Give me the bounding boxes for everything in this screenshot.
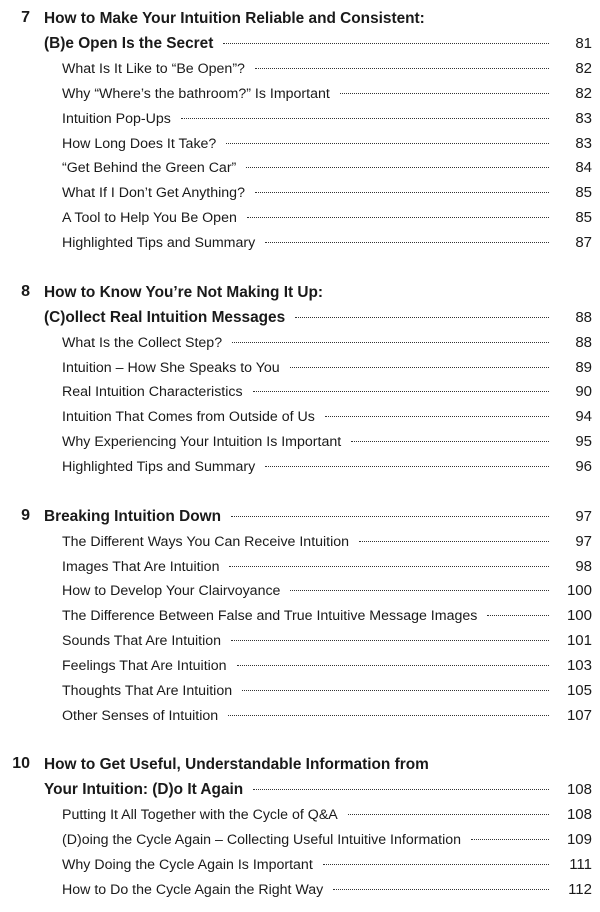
- page-number: 89: [575, 359, 592, 376]
- dot-leader: [295, 316, 549, 318]
- entry-title: Real Intuition Characteristics: [62, 384, 243, 400]
- toc-entry: [0, 580, 592, 602]
- toc-entry: [0, 556, 592, 578]
- entry-title: What If I Don’t Get Anything?: [62, 185, 245, 201]
- page-number: 100: [566, 607, 592, 624]
- dot-leader: [348, 813, 549, 815]
- page-number: 95: [575, 433, 592, 450]
- page-number: 87: [575, 234, 592, 251]
- dot-leader: [231, 515, 549, 517]
- toc-entry: [0, 655, 592, 677]
- dot-leader: [255, 67, 549, 69]
- chapter-title: How to Get Useful, Understandable Information from: [44, 756, 429, 773]
- page-number: 108: [566, 806, 592, 823]
- page-number: 96: [575, 458, 592, 475]
- chapter-title-line: [0, 282, 600, 304]
- chapter-subtitle: (B)e Open Is the Secret: [44, 35, 214, 52]
- page-number: 111: [569, 856, 592, 873]
- page-number: 81: [575, 35, 592, 52]
- entry-title: What Is It Like to “Be Open”?: [62, 61, 245, 77]
- dot-leader: [290, 589, 549, 591]
- entry-title: Other Senses of Intuition: [62, 708, 219, 724]
- page-number: 105: [566, 682, 592, 699]
- page-number: 82: [575, 60, 592, 77]
- toc-entry: [0, 381, 592, 403]
- toc-entry: [0, 108, 592, 130]
- dot-leader: [325, 415, 549, 417]
- dot-leader: [242, 689, 549, 691]
- entry-title: Why Doing the Cycle Again Is Important: [62, 857, 313, 873]
- entry-title: Putting It All Together with the Cycle of Q&A: [62, 807, 338, 823]
- dot-leader: [232, 341, 549, 343]
- entry-title: How to Develop Your Clairvoyance: [62, 583, 281, 599]
- toc-entry: [0, 804, 592, 826]
- chapter-heading-row: [0, 33, 592, 55]
- page-number: 97: [575, 533, 592, 550]
- dot-leader: [231, 639, 549, 641]
- chapter-subtitle: Breaking Intuition Down: [44, 508, 221, 525]
- toc-entry: [0, 630, 592, 652]
- entry-title: How to Do the Cycle Again the Right Way: [62, 882, 324, 898]
- entry-title: How Long Does It Take?: [62, 136, 217, 152]
- page-number: 103: [566, 657, 592, 674]
- page-number: 107: [566, 707, 592, 724]
- page-number: 85: [575, 184, 592, 201]
- page-number: 85: [575, 209, 592, 226]
- dot-leader: [237, 664, 549, 666]
- dot-leader: [229, 565, 549, 567]
- dot-leader: [487, 614, 549, 616]
- entry-title: Images That Are Intuition: [62, 559, 220, 575]
- toc-entry: [0, 705, 592, 727]
- dot-leader: [226, 142, 549, 144]
- page-number: 100: [566, 582, 592, 599]
- chapter-number: 8: [21, 283, 30, 300]
- dot-leader: [255, 191, 549, 193]
- entry-title: The Difference Between False and True Intuitive Message Images: [62, 608, 478, 624]
- page-number: 90: [575, 383, 592, 400]
- toc-entry: [0, 332, 592, 354]
- dot-leader: [253, 788, 549, 790]
- toc-entry: [0, 456, 592, 478]
- dot-leader: [265, 241, 549, 243]
- page-number: 109: [566, 831, 592, 848]
- page-number: 94: [575, 408, 592, 425]
- chapter-title-line: [0, 754, 600, 776]
- chapter-heading-row: [0, 307, 592, 329]
- dot-leader: [253, 390, 549, 392]
- chapter-subtitle: Your Intuition: (D)o It Again: [44, 781, 244, 798]
- entry-title: Sounds That Are Intuition: [62, 633, 222, 649]
- entry-title: What Is the Collect Step?: [62, 335, 223, 351]
- entry-title: Thoughts That Are Intuition: [62, 683, 233, 699]
- toc-entry: [0, 83, 592, 105]
- dot-leader: [181, 117, 549, 119]
- chapter-heading-row: [0, 506, 592, 528]
- entry-title: Why “Where’s the bathroom?” Is Important: [62, 86, 330, 102]
- page-number: 98: [575, 558, 592, 575]
- dot-leader: [228, 714, 549, 716]
- toc-entry: [0, 879, 592, 901]
- dot-leader: [323, 863, 549, 865]
- chapter-title-line: [0, 8, 600, 30]
- dot-leader: [265, 465, 549, 467]
- entry-title: Highlighted Tips and Summary: [62, 235, 256, 251]
- toc-entry: [0, 232, 592, 254]
- page-number: 84: [575, 159, 592, 176]
- page-number: 83: [575, 135, 592, 152]
- dot-leader: [223, 42, 549, 44]
- entry-title: Feelings That Are Intuition: [62, 658, 227, 674]
- entry-title: The Different Ways You Can Receive Intuition: [62, 534, 350, 550]
- toc-entry: [0, 207, 592, 229]
- entry-title: “Get Behind the Green Car”: [62, 160, 237, 176]
- toc-entry: [0, 133, 592, 155]
- page-number: 108: [566, 781, 592, 798]
- chapter-number: 7: [21, 9, 30, 26]
- dot-leader: [290, 366, 549, 368]
- entry-title: (D)oing the Cycle Again – Collecting Useful Intuitive Information: [62, 832, 462, 848]
- toc-entry: [0, 157, 592, 179]
- toc-entry: [0, 680, 592, 702]
- dot-leader: [333, 888, 549, 890]
- page-number: 88: [575, 334, 592, 351]
- toc-entry: [0, 531, 592, 553]
- toc-entry: [0, 406, 592, 428]
- page-number: 101: [566, 632, 592, 649]
- toc-entry: [0, 431, 592, 453]
- entry-title: Intuition Pop-Ups: [62, 111, 171, 127]
- toc-entry: [0, 182, 592, 204]
- chapter-number: 10: [12, 755, 30, 772]
- page-number: 83: [575, 110, 592, 127]
- entry-title: A Tool to Help You Be Open: [62, 210, 237, 226]
- dot-leader: [359, 540, 549, 542]
- chapter-number: 9: [21, 507, 30, 524]
- entry-title: Highlighted Tips and Summary: [62, 459, 256, 475]
- page-number: 112: [568, 881, 592, 898]
- page-number: 88: [575, 309, 592, 326]
- toc-entry: [0, 605, 592, 627]
- dot-leader: [246, 166, 549, 168]
- chapter-title: How to Know You’re Not Making It Up:: [44, 284, 324, 301]
- dot-leader: [351, 440, 549, 442]
- dot-leader: [340, 92, 549, 94]
- chapter-subtitle: (C)ollect Real Intuition Messages: [44, 309, 286, 326]
- page-number: 97: [575, 508, 592, 525]
- entry-title: Intuition That Comes from Outside of Us: [62, 409, 315, 425]
- dot-leader: [247, 216, 549, 218]
- toc-entry: [0, 58, 592, 80]
- entry-title: Intuition – How She Speaks to You: [62, 360, 280, 376]
- chapter-heading-row: [0, 779, 592, 801]
- entry-title: Why Experiencing Your Intuition Is Important: [62, 434, 342, 450]
- chapter-title: How to Make Your Intuition Reliable and Consistent:: [44, 10, 425, 27]
- page-number: 82: [575, 85, 592, 102]
- toc-entry: [0, 357, 592, 379]
- toc-entry: [0, 829, 592, 851]
- toc-entry: [0, 854, 592, 876]
- dot-leader: [471, 838, 549, 840]
